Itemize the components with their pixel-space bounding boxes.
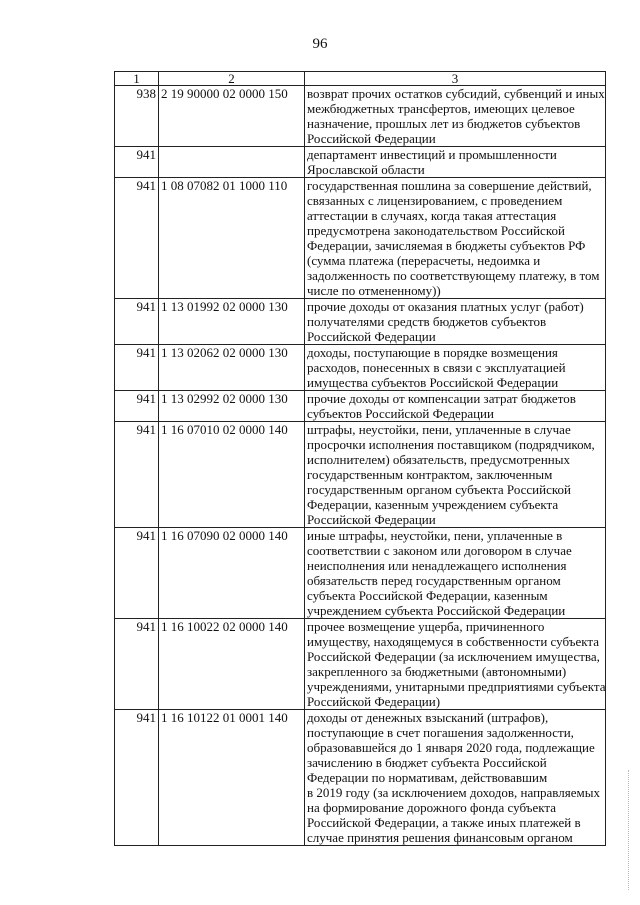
admin-code-cell: 941	[115, 391, 159, 422]
description-line: задолженность по соответствующему платежу, в том	[307, 268, 600, 283]
description-line: предусмотрена законодательством Российской	[307, 223, 565, 238]
description-line: Федерации, зачисляемая в бюджеты субъектов РФ	[307, 238, 586, 253]
description-line: поступающие в счет погашения задолженности,	[307, 725, 574, 740]
description-line: обязательств перед государственным органом	[307, 573, 561, 588]
description-line: закрепленного за бюджетными (автономными)	[307, 664, 567, 679]
description-cell	[305, 147, 606, 178]
revenue-code-cell: 1 13 01992 02 0000 130	[159, 299, 305, 345]
description-line: зачислению в бюджет субъекта Российской	[307, 755, 547, 770]
revenue-code-cell: 2 19 90000 02 0000 150	[159, 86, 305, 147]
table-row	[115, 710, 606, 846]
description-cell	[305, 86, 606, 147]
revenue-code-cell: 1 16 07090 02 0000 140	[159, 528, 305, 619]
description-line: прочие доходы от компенсации затрат бюджетов	[307, 391, 576, 406]
admin-code-cell: 941	[115, 345, 159, 391]
description-line: неисполнения или ненадлежащего исполнения	[307, 558, 567, 573]
admin-code-cell: 941	[115, 619, 159, 710]
description-line: образовавшейся до 1 января 2020 года, подлежащие	[307, 740, 595, 755]
description-line: Федерации, казенным учреждением субъекта	[307, 497, 559, 512]
admin-code-cell: 941	[115, 422, 159, 528]
revenue-code-cell: 1 16 10122 01 0001 140	[159, 710, 305, 846]
description-cell	[305, 528, 606, 619]
description-line: государственным контрактом, заключенным	[307, 467, 553, 482]
description-cell	[305, 422, 606, 528]
table-row	[115, 299, 606, 345]
table-row	[115, 528, 606, 619]
revenue-code-cell: 1 08 07082 01 1000 110	[159, 178, 305, 299]
column-header-2: 2	[159, 72, 305, 86]
revenue-code-cell: 1 16 07010 02 0000 140	[159, 422, 305, 528]
description-line: Российской Федерации	[307, 329, 436, 344]
description-line: на формирование дорожного фонда субъекта	[307, 800, 557, 815]
description-line: аттестации в случаях, когда такая аттестация	[307, 208, 557, 223]
table-row	[115, 178, 606, 299]
description-line: государственным органом субъекта Российской	[307, 482, 571, 497]
admin-code-cell: 941	[115, 528, 159, 619]
table-body	[115, 86, 606, 846]
description-line: Российской Федерации	[307, 512, 436, 527]
description-cell	[305, 619, 606, 710]
description-line: Российской Федерации (за исключением имущества,	[307, 649, 600, 664]
revenue-code-cell	[159, 147, 305, 178]
description-line: числе по отмененному))	[307, 283, 441, 298]
description-line: связанных с лицензированием, с проведением	[307, 193, 563, 208]
description-line: субъектов Российской Федерации	[307, 406, 494, 421]
description-line: возврат прочих остатков субсидий, субвенций и иных	[307, 86, 605, 101]
revenue-code-cell: 1 16 10022 02 0000 140	[159, 619, 305, 710]
table-row	[115, 345, 606, 391]
table-row	[115, 147, 606, 178]
description-line: прочие доходы от оказания платных услуг (работ)	[307, 299, 584, 314]
description-line: Федерации по нормативам, действовавшим	[307, 770, 548, 785]
page-number: 96	[312, 36, 328, 52]
description-line: доходы, поступающие в порядке возмещения	[307, 345, 558, 360]
description-line: Российской Федерации)	[307, 694, 441, 709]
description-line: (сумма платежа (перерасчеты, недоимка и	[307, 253, 541, 268]
description-line: прочее возмещение ущерба, причиненного	[307, 619, 545, 634]
admin-code-cell: 938	[115, 86, 159, 147]
description-line: получателями средств бюджетов субъектов	[307, 314, 547, 329]
description-line: субъекта Российской Федерации, казенным	[307, 588, 548, 603]
description-cell	[305, 391, 606, 422]
description-line: учреждением субъекта Российской Федерации	[307, 603, 566, 618]
description-line: в 2019 году (за исключением доходов, направляемых	[307, 785, 600, 800]
description-line: имущества субъектов Российской Федерации	[307, 375, 559, 390]
table-row	[115, 619, 606, 710]
revenue-code-cell: 1 13 02062 02 0000 130	[159, 345, 305, 391]
column-header-1: 1	[115, 72, 159, 86]
description-line: случае принятия решения финансовым органом	[307, 830, 573, 845]
description-line: доходы от денежных взысканий (штрафов),	[307, 710, 549, 725]
description-cell	[305, 710, 606, 846]
description-line: просрочки исполнения поставщиком (подрядчиком,	[307, 437, 595, 452]
description-line: расходов, понесенных в связи с эксплуатацией	[307, 360, 566, 375]
admin-code-cell: 941	[115, 147, 159, 178]
description-cell	[305, 178, 606, 299]
description-line: Ярославской области	[307, 162, 425, 177]
description-line: иные штрафы, неустойки, пени, уплаченные в	[307, 528, 563, 543]
description-line: соответствии с законом или договором в случае	[307, 543, 572, 558]
column-header-3: 3	[305, 72, 606, 86]
description-cell	[305, 299, 606, 345]
description-line: имуществу, находящемуся в собственности субъекта	[307, 634, 600, 649]
description-line: штрафы, неустойки, пени, уплаченные в случае	[307, 422, 571, 437]
table-row	[115, 422, 606, 528]
description-line: назначение, прошлых лет из бюджетов субъектов	[307, 116, 581, 131]
table-row	[115, 86, 606, 147]
revenue-code-cell: 1 13 02992 02 0000 130	[159, 391, 305, 422]
admin-code-cell: 941	[115, 178, 159, 299]
description-line: межбюджетных трансфертов, имеющих целевое	[307, 101, 575, 116]
description-line: учреждениями, унитарными предприятиями субъекта	[307, 679, 606, 694]
revenue-codes-table	[114, 71, 606, 846]
admin-code-cell: 941	[115, 299, 159, 345]
description-line: департамент инвестиций и промышленности	[307, 147, 557, 162]
description-line: Российской Федерации	[307, 131, 436, 146]
description-line: исполнителем) обязательств, предусмотренных	[307, 452, 570, 467]
description-cell	[305, 345, 606, 391]
admin-code-cell: 941	[115, 710, 159, 846]
table-row	[115, 391, 606, 422]
description-line: Российской Федерации, а также иных платежей в	[307, 815, 581, 830]
table-header-row	[115, 72, 606, 86]
scan-edge-mark	[628, 770, 633, 890]
description-line: государственная пошлина за совершение действий,	[307, 178, 592, 193]
